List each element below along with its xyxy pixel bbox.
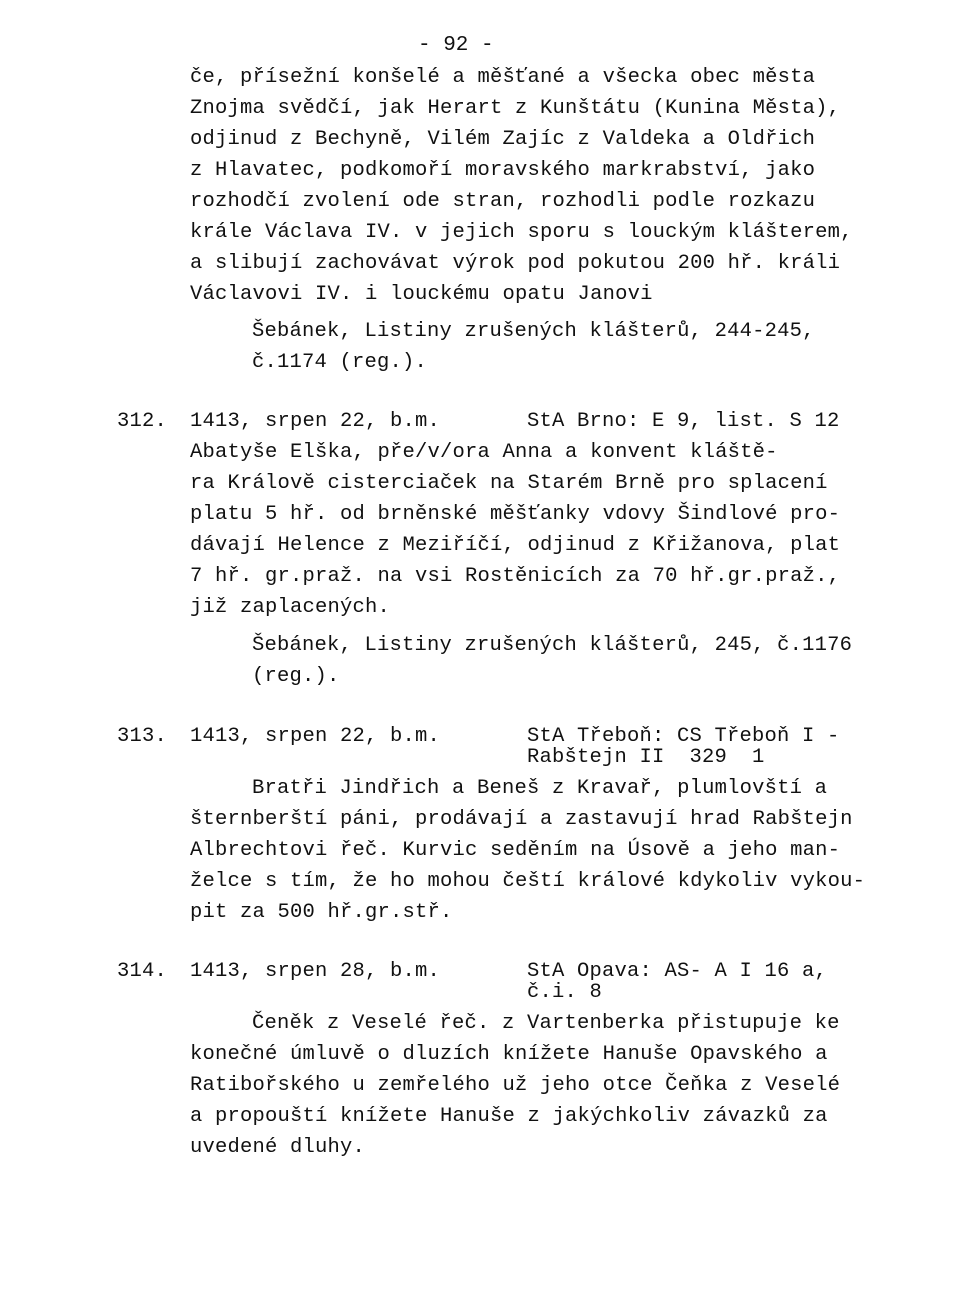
intro-citation: č.1174 (reg.). xyxy=(252,351,428,374)
intro-line: rozhodčí zvolení ode stran, rozhodli podle rozkazu xyxy=(190,190,816,213)
entry-date: 1413, srpen 28, b.m. xyxy=(190,960,441,983)
entry-text-line: Bratři Jindřich a Beneš z Kravař, plumlovští a xyxy=(252,777,828,800)
intro-citation: Šebánek, Listiny zrušených klášterů, 244-245, xyxy=(252,320,815,343)
entry-text-line: 7 hř. gr.praž. na vsi Rostěnicích za 70 hř.gr.praž., xyxy=(190,565,841,588)
entry-archive: č.i. 8 xyxy=(527,981,603,1004)
entry-text-line: pit za 500 hř.gr.stř. xyxy=(190,901,453,924)
entry-text-line: již zaplacených. xyxy=(190,596,391,619)
intro-line: Znojma svědčí, jak Herart z Kunštátu (Kunina Města), xyxy=(190,97,841,120)
entry-number: 313. xyxy=(117,725,168,748)
intro-line: z Hlavatec, podkomoří moravského markrabství, jako xyxy=(190,159,816,182)
entry-archive: StA Brno: E 9, list. S 12 xyxy=(527,410,840,433)
entry-archive: StA Opava: AS- A I 16 a, xyxy=(527,960,828,983)
entry-text-line: konečné úmluvě o dluzích knížete Hanuše Opavského a xyxy=(190,1043,828,1066)
intro-line: odjinud z Bechyně, Vilém Zajíc z Valdeka a Oldřich xyxy=(190,128,816,151)
entry-citation: Šebánek, Listiny zrušených klášterů, 245, č.1176 xyxy=(252,634,853,657)
entry-date: 1413, srpen 22, b.m. xyxy=(190,725,441,748)
entry-text-line: želce s tím, že ho mohou čeští králové kdykoliv vykou- xyxy=(190,870,866,893)
intro-line: a slibují zachovávat výrok pod pokutou 200 hř. králi xyxy=(190,252,841,275)
entry-archive: StA Třeboň: CS Třeboň I - xyxy=(527,725,840,748)
entry-text-line: Ratibořského u zemřelého už jeho otce Čeňka z Veselé xyxy=(190,1074,841,1097)
entry-number: 314. xyxy=(117,960,168,983)
intro-line: Václavovi IV. i louckému opatu Janovi xyxy=(190,283,653,306)
entry-text-line: Abatyše Elška, pře/v/ora Anna a konvent kláště- xyxy=(190,441,778,464)
entry-citation: (reg.). xyxy=(252,665,340,688)
intro-line: če, přísežní konšelé a měšťané a všecka obec města xyxy=(190,66,816,89)
entry-text-line: šternberští páni, prodávají a zastavují hrad Rabštejn xyxy=(190,808,853,831)
entry-text-line: ra Královĕ cisterciaček na Starém Brně pro splacení xyxy=(190,472,828,495)
entry-archive: Rabštejn II 329 1 xyxy=(527,746,765,769)
entry-number: 312. xyxy=(117,410,168,433)
entry-text-line: uvedené dluhy. xyxy=(190,1136,366,1159)
entry-text-line: dávají Helence z Meziříčí, odjinud z Křižanova, plat xyxy=(190,534,841,557)
entry-date: 1413, srpen 22, b.m. xyxy=(190,410,441,433)
intro-line: krále Václava IV. v jejich sporu s louckým klášterem, xyxy=(190,221,853,244)
entry-text-line: Čeněk z Veselé řeč. z Vartenberka přistupuje ke xyxy=(252,1012,840,1035)
entry-text-line: platu 5 hř. od brněnské měšťanky vdovy Šindlové pro- xyxy=(190,503,841,526)
entry-text-line: a propouští knížete Hanuše z jakýchkoliv závazků za xyxy=(190,1105,828,1128)
page-number: - 92 - xyxy=(418,34,494,57)
entry-text-line: Albrechtovi řeč. Kurvic seděním na Úsově a jeho man- xyxy=(190,839,841,862)
